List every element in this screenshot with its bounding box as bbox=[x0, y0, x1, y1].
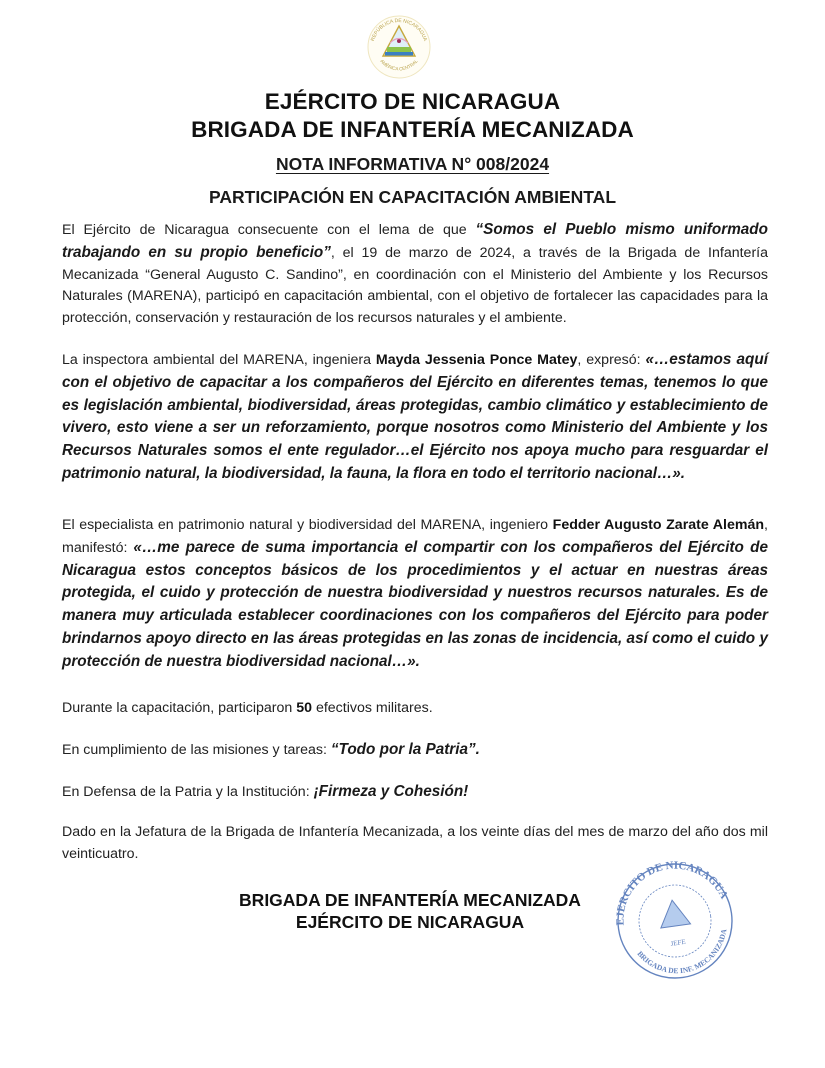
p4-rest: efectivos militares. bbox=[312, 700, 433, 716]
p5-motto: “Todo por la Patria”. bbox=[330, 741, 480, 758]
stamp-text-bottom: BRIGADA DE INF. MECANIZADA bbox=[635, 928, 729, 976]
p1-motto: “Somos el Pueblo mismo uniformado trabajando en su propio beneficio” bbox=[62, 221, 768, 261]
paragraph-intro bbox=[62, 219, 768, 330]
note-number bbox=[0, 153, 825, 175]
p2-intro: La inspectora ambiental del MARENA, ingeniera bbox=[62, 352, 376, 368]
header-title-brigade: BRIGADA DE INFANTERÍA MECANIZADA bbox=[191, 117, 634, 142]
p3-quote: «…me parece de suma importancia el compartir con los compañeros del Ejército de Nicaragua estos conceptos básicos de los procedimientos y el actuar en nuestras áreas protegida, el cuido y protección de nuestra biodiversidad y nuestros recursos naturales. Es de manera muy articulada establecer coordinaciones con los compañeros del Ejército para poder brindarnos apoyo directo en las áreas protegidas en las zonas de incidencia, así como el cuido y protección de nuestra biodiversidad nacional…». bbox=[62, 538, 768, 670]
p2-mid: , expresó: bbox=[577, 352, 646, 368]
p3-name: Fedder Augusto Zarate Alemán bbox=[552, 517, 765, 533]
p2-quote: «…estamos aquí con el objetivo de capacitar a los compañeros del Ejército en diferentes temas, tenemos lo que es legislación ambiental, biodiversidad, áreas protegidas, cambio climático y establecimiento de vivero, esto viene a ser un reforzamiento, porque nosotros como Ministerio del Ambiente y los Recursos Naturales somos el ente regulador…el Ejército nos apoya mucho para resguardar el patrimonio natural, la biodiversidad, la fauna, la flora en todo el territorio nacional…». bbox=[62, 351, 768, 482]
signature-army: EJÉRCITO DE NICARAGUA bbox=[295, 912, 525, 932]
p6-intro: En Defensa de la Patria y la Institución: bbox=[62, 784, 314, 800]
coat-of-arms-seal bbox=[363, 12, 435, 80]
sea bbox=[385, 52, 413, 56]
stamp-text-top: EJERCITO DE NICARAGUA bbox=[614, 860, 731, 926]
seal-text-bottom: AMÉRICA CENTRAL bbox=[379, 58, 419, 72]
p5-intro: En cumplimiento de las misiones y tareas: bbox=[62, 742, 331, 758]
paragraph-defense bbox=[62, 781, 768, 804]
p3-mid: , manifestó: bbox=[62, 517, 768, 556]
official-stamp bbox=[610, 860, 740, 982]
p4-intro: Durante la capacitación, participaron bbox=[62, 700, 297, 716]
note-number-text: NOTA INFORMATIVA N° 008/2024 bbox=[275, 154, 550, 174]
p1-rest: , el 19 de marzo de 2024, a través de la Brigada de Infantería Mecanizada “General Augusto C. Sandino”, en coordinación con el Ministerio del Ambiente y los Recursos Naturales (MARENA), participó en capacitación ambiental, con el objetivo de fortalecer las capacidades para la protección, conservación y restauración de los recursos naturales y el ambiente. bbox=[62, 244, 769, 327]
paragraph-inspectora bbox=[62, 349, 768, 486]
paragraph-closing: Dado en la Jefatura de la Brigada de Infantería Mecanizada, a los veinte días del mes de marzo del año dos mil veinticuatro. bbox=[62, 824, 768, 862]
note-subject: PARTICIPACIÓN EN CAPACITACIÓN AMBIENTAL bbox=[208, 187, 617, 207]
signature-brigade: BRIGADA DE INFANTERÍA MECANIZADA bbox=[239, 890, 581, 910]
liberty-cap bbox=[397, 39, 401, 43]
stamp-text-center: JEFE bbox=[669, 937, 687, 948]
seal-text-top: REPÚBLICA DE NICARAGUA bbox=[370, 17, 428, 42]
header-title-army: EJÉRCITO DE NICARAGUA bbox=[264, 89, 561, 114]
p3-intro: El especialista en patrimonio natural y biodiversidad del MARENA, ingeniero bbox=[62, 517, 553, 533]
paragraph-especialista bbox=[62, 515, 768, 674]
volcanoes bbox=[387, 47, 411, 52]
paragraph-mission bbox=[62, 739, 768, 762]
svg-text:BRIGADA DE INF. MECANIZADA bbox=[633, 927, 734, 982]
p2-name: Mayda Jessenia Ponce Matey bbox=[375, 352, 578, 368]
participant-count: 50 bbox=[296, 700, 313, 716]
paragraph-participants bbox=[62, 698, 768, 720]
p1-intro: El Ejército de Nicaragua consecuente con el lema de que bbox=[62, 222, 476, 238]
p6-motto: ¡Firmeza y Cohesión! bbox=[313, 783, 469, 800]
stamp-triangle bbox=[657, 898, 690, 928]
